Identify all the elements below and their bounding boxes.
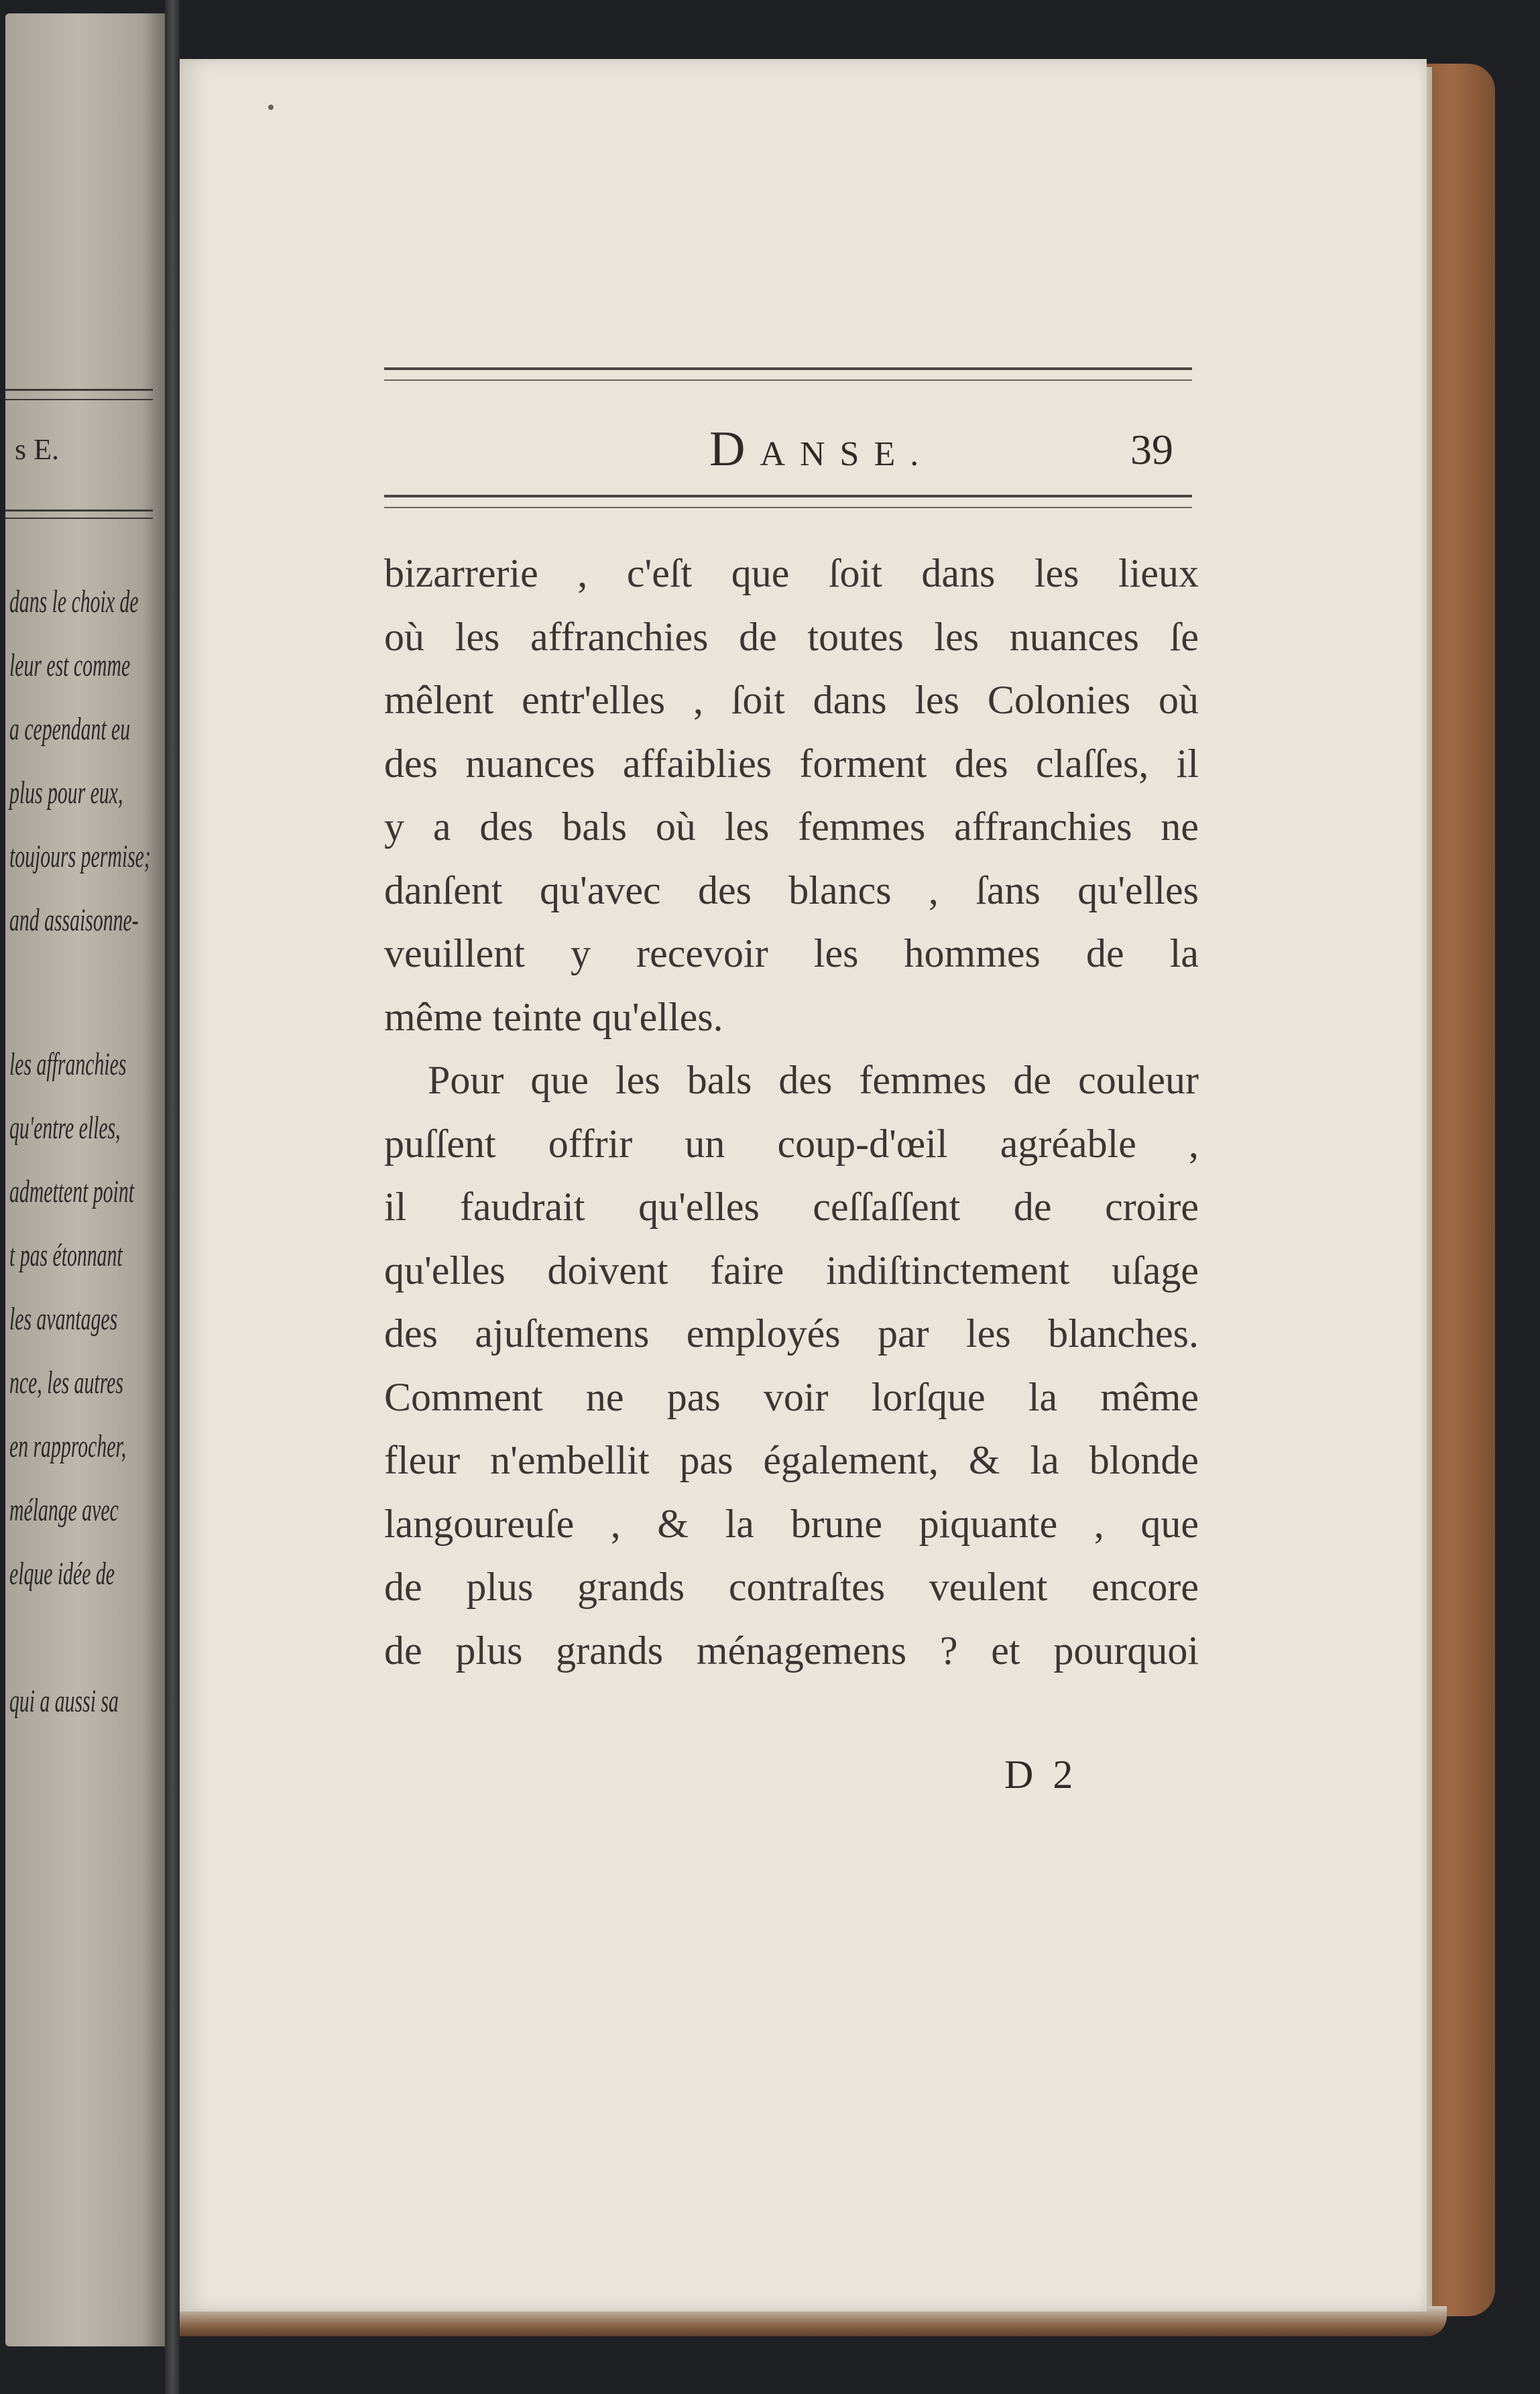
running-head-title: DANSE. bbox=[709, 422, 934, 477]
text-line: Pour que les bals des femmes de couleur bbox=[428, 1058, 1199, 1102]
book-gutter bbox=[165, 0, 180, 2394]
left-page-fragment: les affranchies bbox=[9, 1046, 127, 1082]
page-number: 39 bbox=[1130, 426, 1173, 473]
left-page-rule-bottom-thin bbox=[5, 518, 153, 519]
left-page-fragment: elque idée de bbox=[9, 1556, 115, 1592]
left-page-fragment: nce, les autres bbox=[9, 1365, 123, 1400]
left-page-fragment: and assaisonne- bbox=[9, 902, 139, 938]
left-page-rule-bottom bbox=[5, 510, 153, 512]
text-line: qu'elles doivent faire indiſtinctement uſage bbox=[384, 1248, 1199, 1293]
text-line: veuillent y recevoir les hommes de la bbox=[384, 931, 1199, 975]
paper-speck bbox=[268, 105, 274, 110]
left-page-fragment: plus pour eux, bbox=[9, 775, 123, 811]
left-page-fragment: a cependant eu bbox=[9, 711, 131, 747]
left-page-fragment: admettent point bbox=[9, 1174, 134, 1209]
left-facing-page bbox=[5, 13, 166, 2346]
left-page-fragment: toujours permise; bbox=[9, 839, 151, 874]
left-page-rule-top bbox=[5, 389, 153, 391]
text-line: des ajuſtemens employés par les blanches. bbox=[384, 1311, 1199, 1356]
header-rule-bottom bbox=[384, 495, 1192, 508]
left-page-fragment: dans le choix de bbox=[9, 584, 139, 619]
left-page-fragment: les avantages bbox=[9, 1301, 118, 1337]
text-line: danſent qu'avec des blancs , ſans qu'elles bbox=[384, 867, 1199, 912]
text-line: bizarrerie , c'eſt que ſoit dans les lieux bbox=[384, 551, 1199, 595]
text-line: des nuances affaiblies forment des claſſes, il bbox=[384, 741, 1199, 786]
left-page-fragment: qui a aussi sa bbox=[9, 1683, 119, 1719]
left-page-fragment: mélange avec bbox=[9, 1492, 119, 1528]
text-line: de plus grands contraſtes veulent encore bbox=[384, 1565, 1199, 1609]
text-line: langoureuſe , & la brune piquante , que bbox=[384, 1501, 1199, 1546]
text-line: y a des bals où les femmes affranchies ne bbox=[384, 804, 1199, 849]
text-line: où les affranchies de toutes les nuances ſe bbox=[384, 614, 1199, 659]
signature-mark: D 2 bbox=[1004, 1752, 1073, 1797]
right-page bbox=[180, 59, 1427, 2312]
text-line: puſſent offrir un coup-d'œil agréable , bbox=[384, 1121, 1199, 1166]
left-page-fragment: en rapprocher, bbox=[9, 1429, 127, 1464]
left-page-fragment: t pas étonnant bbox=[9, 1238, 123, 1273]
text-line: mêlent entr'elles , ſoit dans les Colonies où bbox=[384, 678, 1199, 722]
running-head bbox=[180, 421, 1427, 488]
body-text bbox=[384, 542, 1199, 1682]
left-page-fragment: qu'entre elles, bbox=[9, 1110, 121, 1146]
left-page-fragment: leur est comme bbox=[9, 648, 131, 683]
header-rule-top bbox=[384, 367, 1192, 381]
text-line: il faudrait qu'elles ceſſaſſent de croire bbox=[384, 1185, 1199, 1229]
left-page-heading-fragment: s E. bbox=[15, 433, 59, 466]
text-line: de plus grands ménagemens ? et pourquoi bbox=[384, 1628, 1199, 1673]
text-line: fleur n'embellit pas également, & la blonde bbox=[384, 1438, 1199, 1482]
left-page-rule-top-thin bbox=[5, 399, 153, 400]
leather-binding bbox=[1421, 64, 1495, 2316]
text-line: même teinte qu'elles. bbox=[384, 994, 723, 1039]
text-line: Comment ne pas voir lorſque la même bbox=[384, 1374, 1199, 1419]
